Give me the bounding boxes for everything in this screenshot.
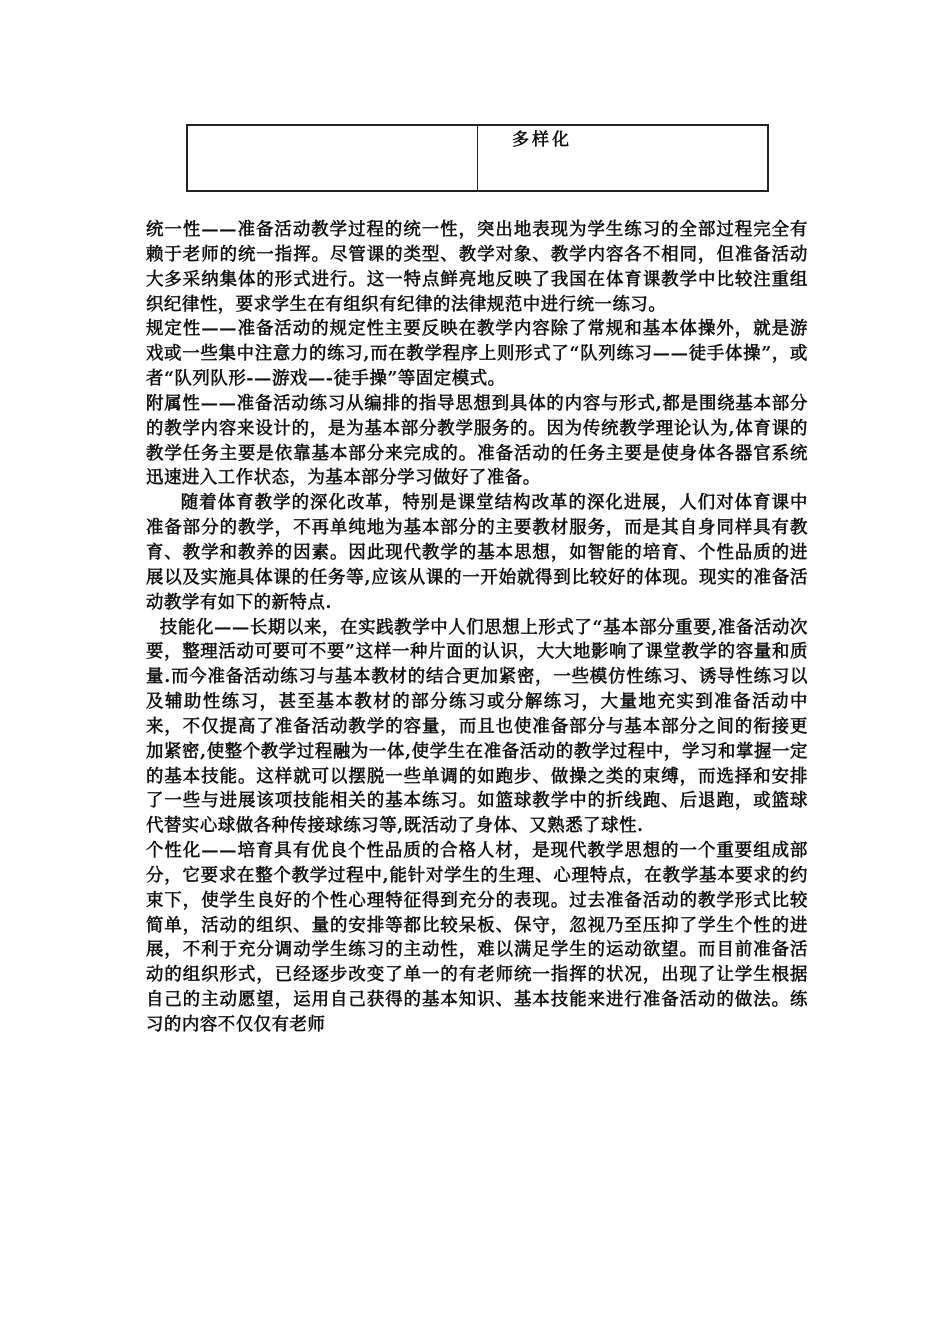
paragraph-reform: 随着体育教学的深化改革，特别是课堂结构改革的深化进展，人们对体育课中准备部分的教学，不再单纯地为基本部分的主要教材服务，而是其自身同样具有教育、教学和教养的因素。因此现代教学的基本思想，如智能的培育、个性品质的进展以及实施具体课的任务等,应该从课的一开始就得到比较好的体现。现实的准备活动教学有如下的新特点.	[146, 493, 808, 613]
body-text	[146, 218, 808, 1038]
paragraph-unity: 统一性——准备活动教学过程的统一性，突出地表现为学生练习的全部过程完全有赖于老师的统一指挥。尽管课的类型、教学对象、教学内容各不相同，但准备活动大多采纳集体的形式进行。这一特点鲜亮地反映了我国在体育课教学中比较注重组织纪律性，要求学生在有组织有纪律的法律规范中进行统一练习。	[146, 220, 808, 315]
paragraph-skill: 技能化——长期以来，在实践教学中人们思想上形式了“基本部分重要,准备活动次要，整理活动可要可不要”这样一种片面的认识，大大地影响了课堂教学的容量和质量.而今准备活动练习与基本教材的结合更加紧密，一些模仿性练习、诱导性练习以及辅助性练习，甚至基本教材的部分练习或分解练习，大量地充实到准备活动中来，不仅提高了准备活动教学的容量，而且也使准备部分与基本部分之间的衔接更加紧密,使整个教学过程融为一体,使学生在准备活动的教学过程中，学习和掌握一定的基本技能。这样就可以摆脱一些单调的如跑步、做操之类的束缚，而选择和安排了一些与进展该项技能相关的基本练习。如篮球教学中的折线跑、后退跑，或篮球代替实心球做各种传接球练习等,既活动了身体、又熟悉了球性.	[146, 617, 808, 837]
summary-table	[186, 124, 769, 192]
table-cell-left	[188, 126, 478, 190]
paragraph-regulation: 规定性——准备活动的规定性主要反映在教学内容除了常规和基本体操外，就是游戏或一些集中注意力的练习,而在教学程序上则形式了“队列练习——徒手体操”，或者“队列队形-—游戏—-徒手操”等固定模式。	[146, 319, 808, 390]
paragraph-subordination: 附属性——准备活动练习从编排的指导思想到具体的内容与形式,都是围绕基本部分的教学内容来设计的，是为基本部分教学服务的。因为传统教学理论认为,体育课的教学任务主要是依靠基本部分来完成的。准备活动的任务主要是使身体各器官系统迅速进入工作状态，为基本部分学习做好了准备。	[146, 393, 808, 489]
table-cell-diversification: 多样化	[512, 130, 572, 150]
paragraph-individuality: 个性化——培育具有优良个性品质的合格人材，是现代教学思想的一个重要组成部分，它要求在整个教学过程中,能针对学生的生理、心理特点，在教学基本要求的约束下，使学生良好的个性心理特征得到充分的表现。过去准备活动的教学形式比较简单，活动的组织、量的安排等都比较呆板、保守，忽视乃至压抑了学生个性的进展，不利于充分调动学生练习的主动性，难以满足学生的运动欲望。而目前准备活动的组织形式，已经逐步改变了单一的有老师统一指挥的状况，出现了让学生根据自己的主动愿望，运用自己获得的基本知识、基本技能来进行准备活动的做法。练习的内容不仅仅有老师	[146, 841, 808, 1035]
